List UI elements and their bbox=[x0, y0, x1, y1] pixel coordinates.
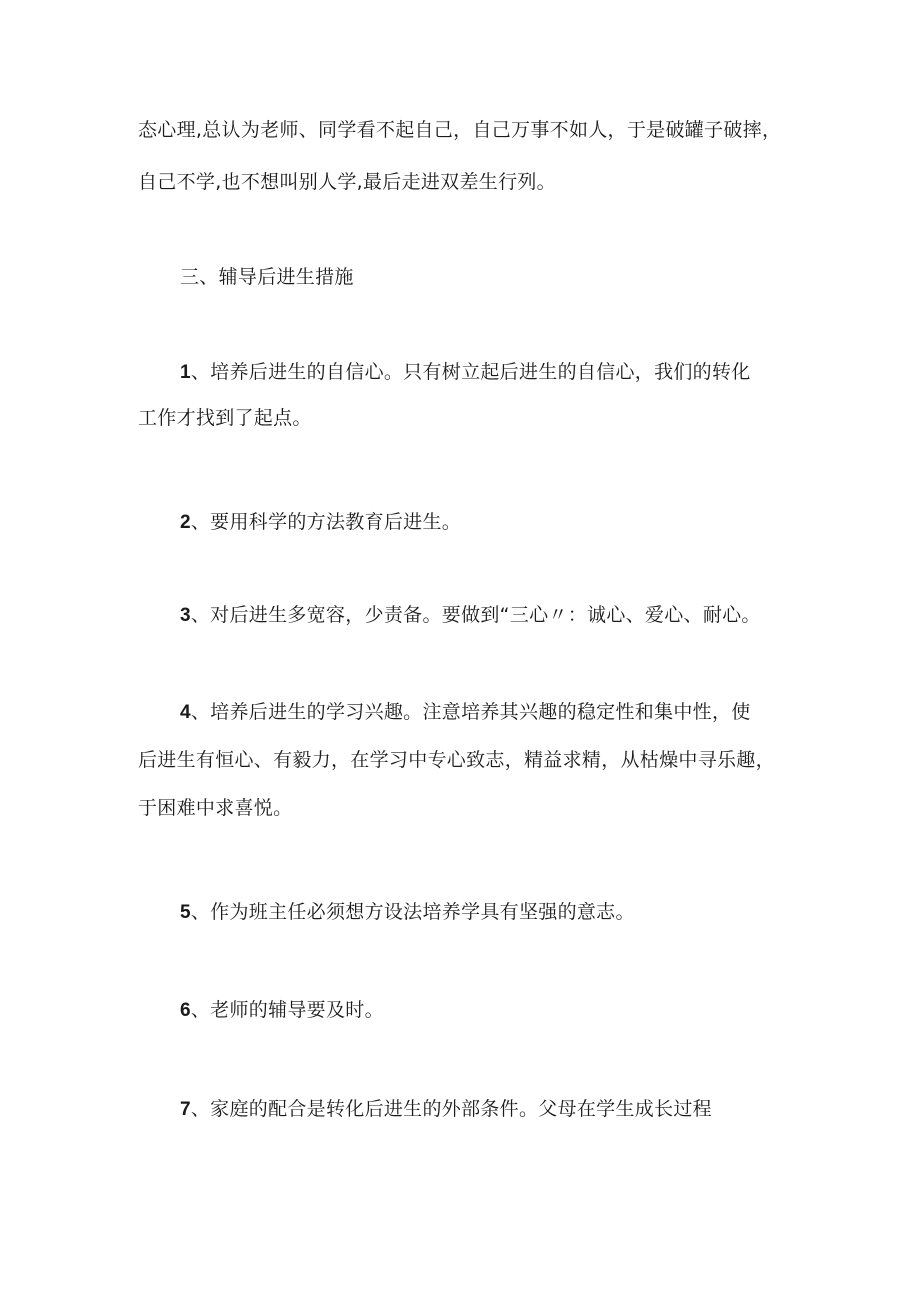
item-continuation: 于困难中求喜悦。 bbox=[138, 797, 293, 819]
item-text: 、培养后进生的自信心。只有树立起后进生的自信心，我们的转化 bbox=[190, 361, 751, 383]
item-number: 5 bbox=[180, 902, 191, 923]
section-heading: 三、辅导后进生措施 bbox=[180, 266, 354, 288]
list-item-1 bbox=[180, 360, 751, 385]
item-number: 3 bbox=[180, 605, 191, 626]
paragraph-line: 态心理,总认为老师、同学看不起自己，自己万事不如人，于是破罐子破摔， bbox=[138, 119, 782, 141]
item-number: 6 bbox=[180, 1000, 191, 1021]
item-text: 、家庭的配合是转化后进生的外部条件。父母在学生成长过程 bbox=[190, 1098, 712, 1120]
item-text: 、老师的辅导要及时。 bbox=[190, 999, 384, 1021]
item-text: 、作为班主任必须想方设法培养学具有坚强的意志。 bbox=[190, 901, 635, 923]
list-item-6 bbox=[180, 998, 384, 1023]
paragraph-line: 自己不学,也不想叫别人学,最后走进双差生行列。 bbox=[138, 171, 556, 193]
item-number: 2 bbox=[180, 512, 191, 533]
list-item-5 bbox=[180, 900, 635, 925]
item-number: 4 bbox=[180, 702, 191, 723]
item-continuation: 工作才找到了起点。 bbox=[138, 407, 312, 429]
list-item-3 bbox=[180, 603, 761, 628]
item-continuation: 后进生有恒心、有毅力，在学习中专心致志，精益求精，从枯燥中寻乐趣， bbox=[138, 749, 775, 771]
list-item-7 bbox=[180, 1097, 712, 1122]
item-text: 、对后进生多宽容，少责备。要做到“三心〃：诚心、爱心、耐心。 bbox=[190, 604, 761, 626]
list-item-2 bbox=[180, 510, 461, 535]
item-number: 1 bbox=[180, 362, 191, 383]
item-text: 、要用科学的方法教育后进生。 bbox=[190, 511, 462, 533]
item-number: 7 bbox=[180, 1099, 191, 1120]
item-text: 、培养后进生的学习兴趣。注意培养其兴趣的稳定性和集中性，使 bbox=[190, 701, 751, 723]
list-item-4 bbox=[180, 700, 751, 725]
